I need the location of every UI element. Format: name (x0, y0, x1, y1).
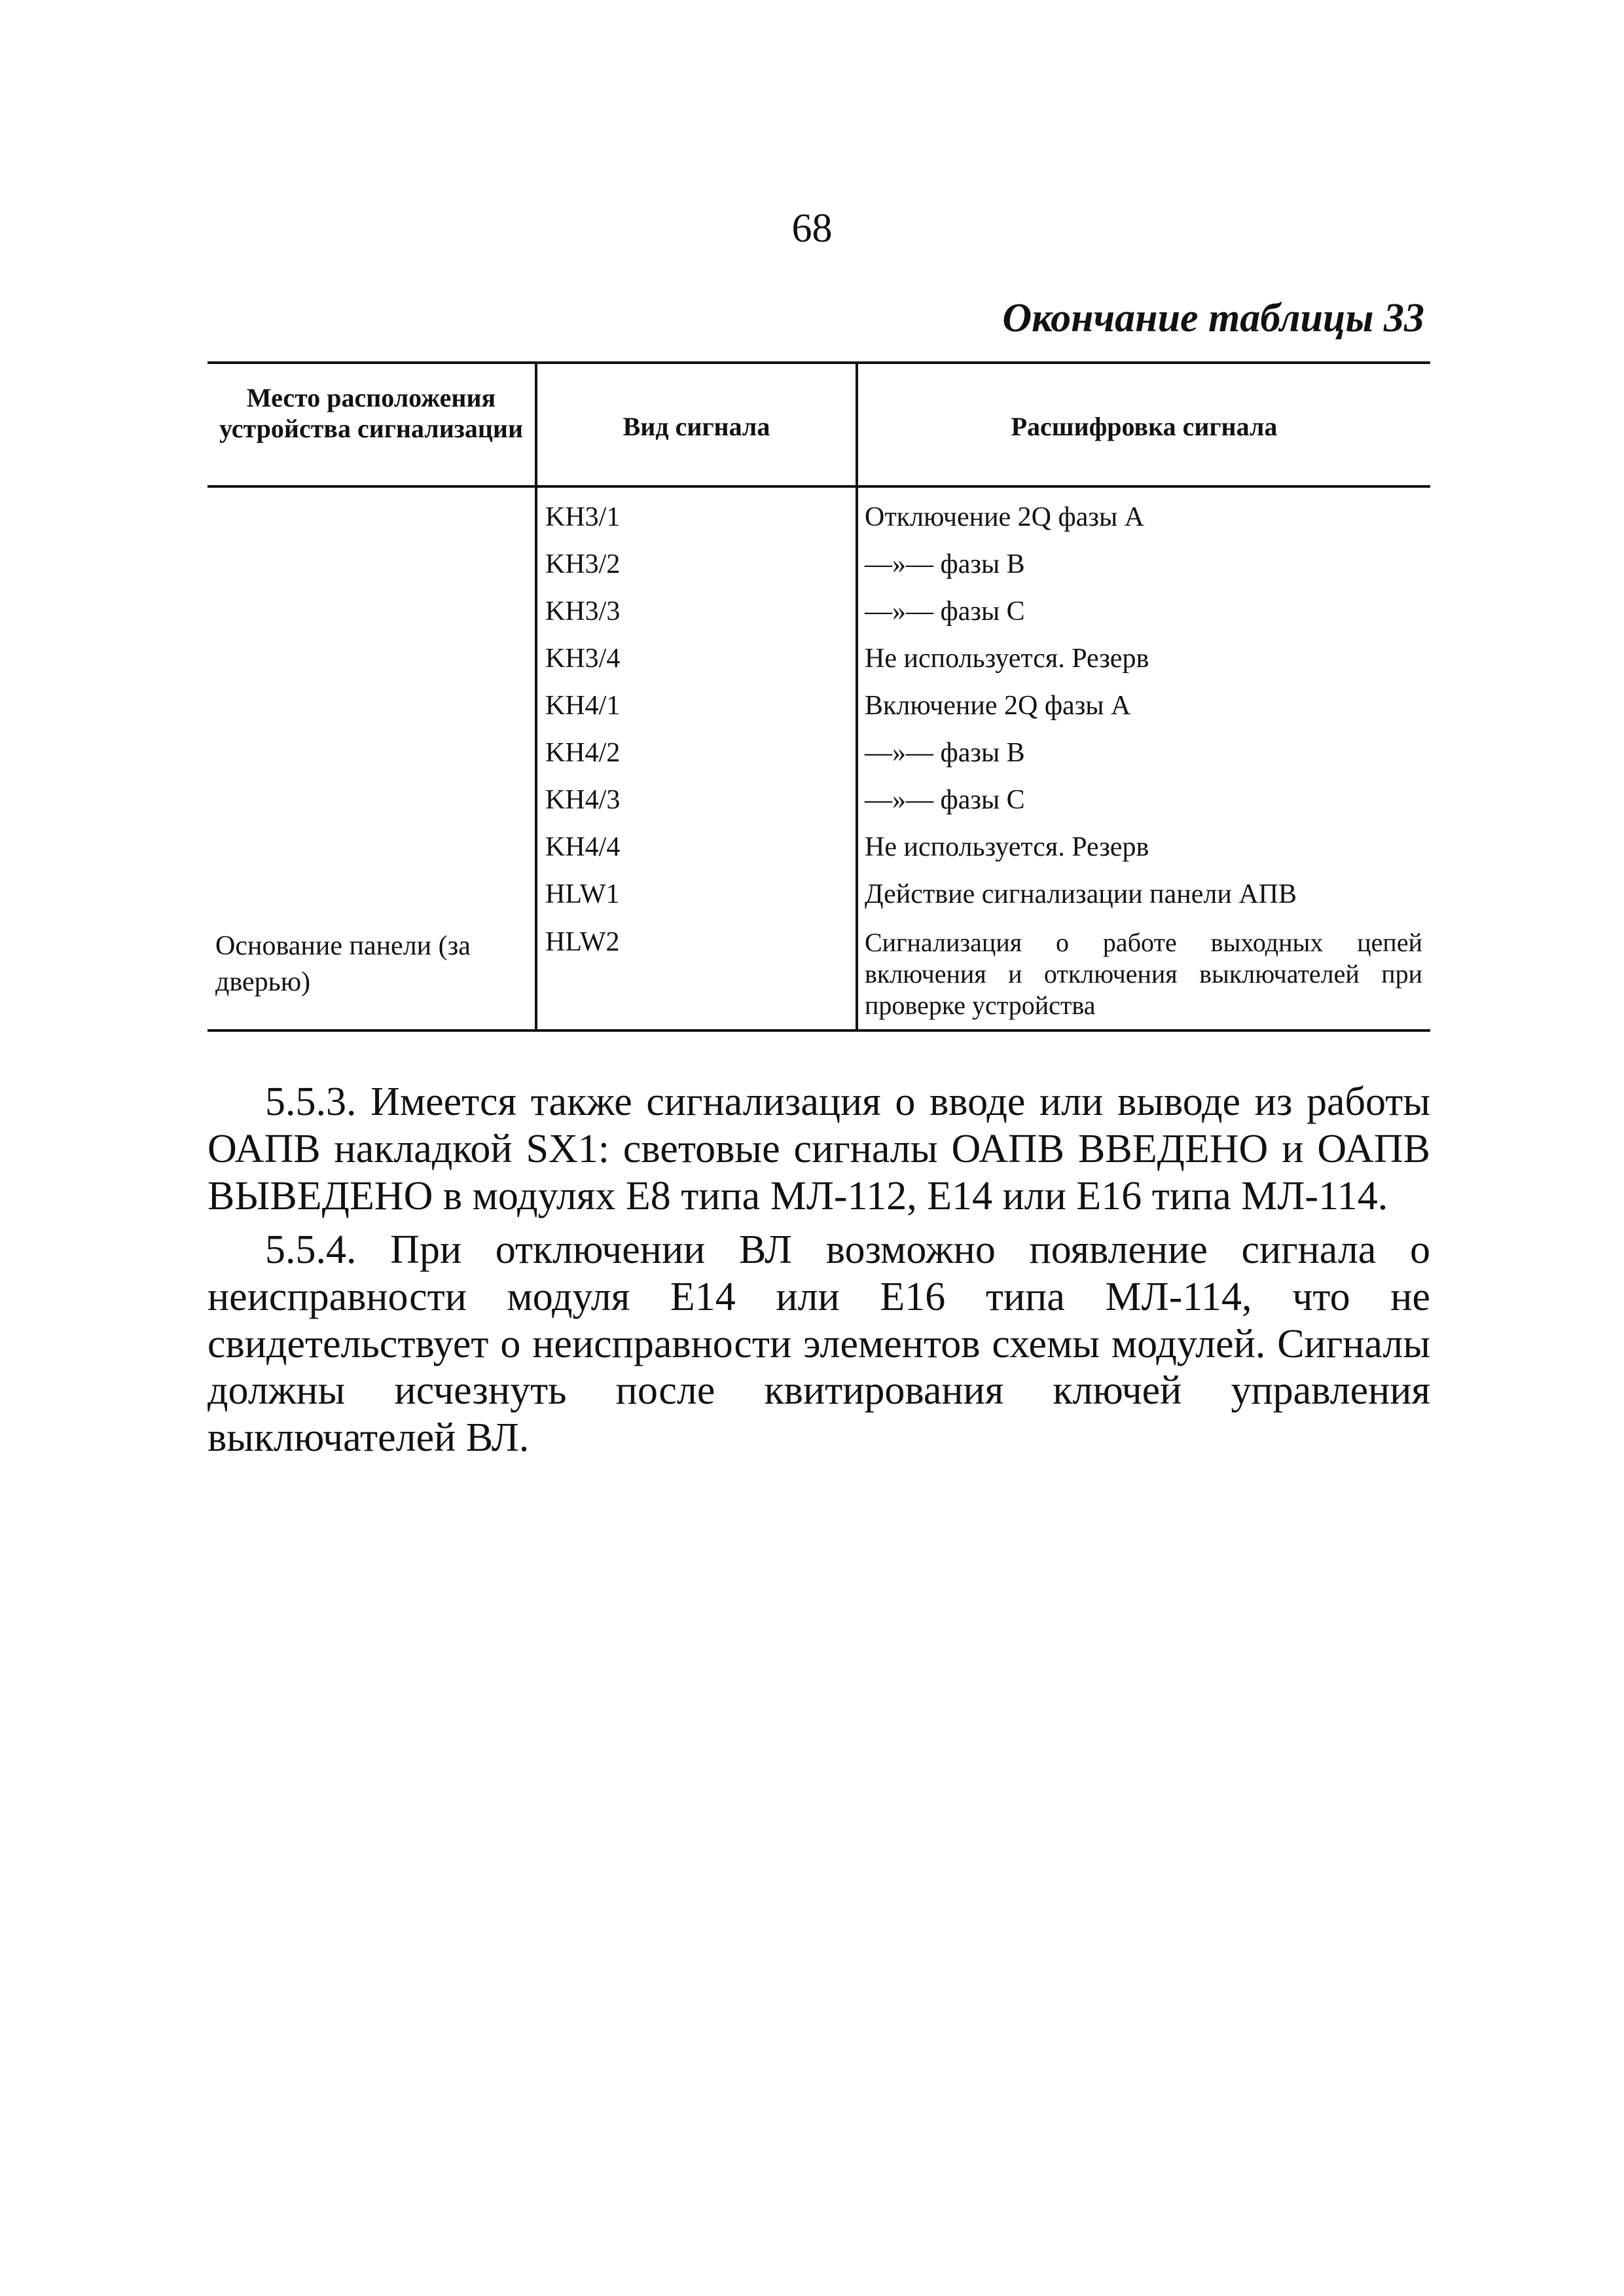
signal-cell: KH4/1 (545, 691, 621, 721)
signal-cell: HLW2 (545, 927, 620, 957)
signal-cell: HLW1 (545, 879, 620, 909)
signal-cell: KH3/3 (545, 596, 621, 627)
decode-cell: Сигнализация о работе выходных цепей включения и отключения выключателей при проверке устройства (865, 928, 1422, 1020)
table-caption: Окончание таблицы 33 (1002, 296, 1424, 340)
decode-cell: —»— фазы С (865, 596, 1025, 627)
decode-cell: Не используется. Резерв (865, 644, 1149, 674)
signal-cell: KH3/2 (545, 549, 621, 579)
signal-cell: KH4/3 (545, 785, 621, 815)
decode-cell: —»— фазы С (865, 785, 1025, 815)
header-decode: Расшифровка сигнала (1011, 412, 1278, 441)
signal-cell: KH3/4 (545, 644, 621, 674)
signal-cell: KH3/1 (545, 502, 621, 532)
location-cell: Основание панели (за дверью) (215, 931, 471, 997)
decode-cell: Действие сигнализации панели АПВ (865, 879, 1297, 909)
header-signal: Вид сигнала (623, 412, 770, 441)
decode-cell: —»— фазы В (865, 738, 1025, 768)
table-bottom-rule (208, 1029, 1430, 1032)
page-number: 68 (791, 206, 833, 251)
decode-cell: —»— фазы В (865, 549, 1025, 579)
signals-table (208, 361, 1430, 1042)
decode-cell: Отключение 2Q фазы А (865, 502, 1145, 532)
paragraph-5-5-4: 5.5.4. При отключении ВЛ возможно появление сигнала о неисправности модуля Е14 или Е16 типа МЛ-114, что не свидетельствует о неисправности элементов схемы модулей. Сигналы должны исчезнуть после квитирования ключей управления выключателей ВЛ. (208, 1227, 1430, 1461)
signal-cell: KH4/2 (545, 738, 621, 768)
header-location: Место расположения устройства сигнализации (219, 383, 524, 444)
table-column-divider-2 (856, 361, 858, 1032)
table-header-rule (208, 485, 1430, 488)
signal-cell: KH4/4 (545, 832, 621, 862)
decode-cell: Включение 2Q фазы А (865, 691, 1131, 721)
table-column-divider-1 (535, 361, 537, 1032)
paragraph-5-5-3: 5.5.3. Имеется также сигнализация о вводе или выводе из работы ОАПВ накладкой SX1: световые сигналы ОАПВ ВВЕДЕНО и ОАПВ ВЫВЕДЕНО в модулях Е8 типа МЛ-112, Е14 или Е16 типа МЛ-114. (208, 1080, 1430, 1218)
body-text (208, 1079, 1430, 1468)
decode-cell: Не используется. Резерв (865, 832, 1149, 862)
table-top-rule (208, 361, 1430, 364)
